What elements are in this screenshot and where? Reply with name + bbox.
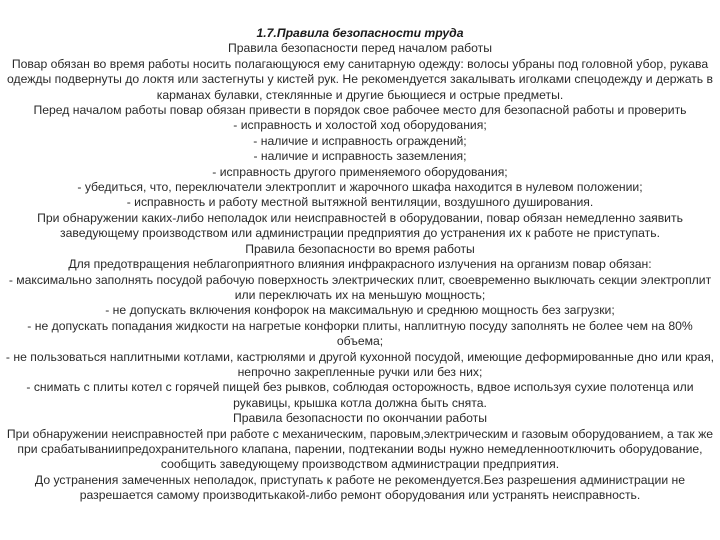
list-item: - не допускать включения конфорок на максимальную и среднюю мощность без загрузки; (105, 303, 615, 318)
list-item: - снимать с плиты котел с горячей пищей без рывков, соблюдая осторожность, вдвое используя сухие полотенца или рукавицы, крышка котла должна быть снята. (26, 380, 694, 410)
list-item: - исправность и холостой ход оборудования; (233, 118, 487, 133)
paragraph-malfunction-report: При обнаружении каких-либо неполадок или неисправностей в оборудовании, повар обязан немедленно заявить заведующему производством или администрации предприятия до устранения их к работе не приступать. (37, 210, 683, 241)
paragraph-workplace-check: Перед началом работы повар обязан привести в порядок свое рабочее место для безопасной работы и проверить (33, 103, 687, 118)
list-item: - исправность и работу местной вытяжной вентиляции, воздушного душирования. (126, 195, 594, 210)
paragraph-repair-restriction: До устранения замеченных неполадок, приступать к работе не рекомендуется.Без разрешения администрации не разрешается самому производитькакой-либо ремонт оборудования или устранять неисправность. (34, 472, 686, 503)
section-heading-after-work: Правила безопасности по окончании работы (232, 411, 488, 426)
list-item: - наличие и исправность ограждений; (253, 133, 467, 148)
paragraph-equipment-failure: При обнаружении неисправностей при работе с механическим, паровым,электрическим и газовым оборудованием, а так же при срабатываниипредохранительного клапана, парении, подтекании воды нужно немедленноотключить оборудование, сообщить заведующему производством администрации предприятия. (6, 426, 714, 472)
document-title: 1.7.Правила безопасности труда (256, 26, 464, 40)
section-heading-during-work: Правила безопасности во время работы (245, 241, 475, 256)
list-item: - убедиться, что, переключатели электроплит и жарочного шкафа находится в нулевом положении; (77, 180, 643, 195)
list-item: - наличие и исправность заземления; (253, 149, 467, 164)
paragraph-uniform: Повар обязан во время работы носить полагающуюся ему санитарную одежду: волосы убраны под головной убор, рукава одежды подвернуты до локтя или застегнуты у кистей рук. Не рекомендуется закалывать иголками спецодежду и держать в карманах булавки, стеклянные и другие бьющиеся и острые предметы. (6, 56, 714, 102)
paragraph-infrared: Для предотвращения неблагоприятного влияния инфракрасного излучения на организм повар обязан: (68, 257, 652, 272)
list-item: - максимально заполнять посудой рабочую поверхность электрических плит, своевременно выключать секции электроплит или переключать их на меньшую мощность; (8, 272, 712, 302)
list-item: - исправность другого применяемого оборудования; (212, 164, 508, 179)
list-item: - не допускать попадания жидкости на нагретые конфорки плиты, наплитную посуду заполнять не более чем на 80% объема; (27, 318, 693, 349)
document-page (4, 26, 716, 504)
section-heading-before-work: Правила безопасности перед началом работы (227, 41, 493, 56)
list-item: - не пользоваться наплитными котлами, кастрюлями и другой кухонной посудой, имеющие деформированные дно или края, непрочно закрепленные ручки или без них; (5, 349, 715, 379)
